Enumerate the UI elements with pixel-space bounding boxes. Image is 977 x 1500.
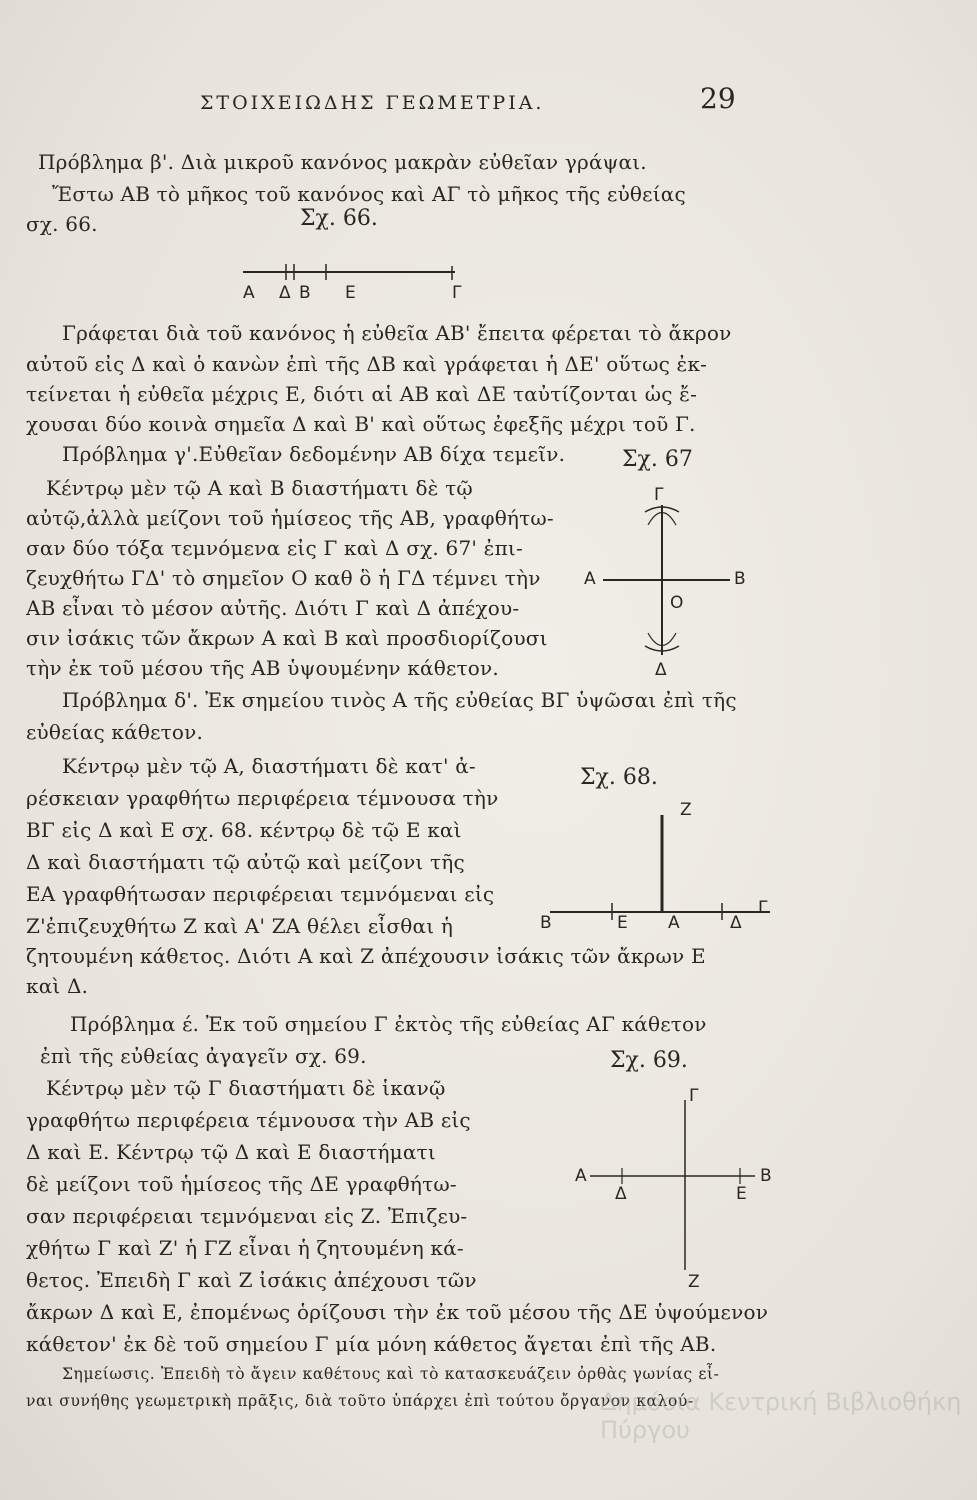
figure-label: Α (668, 913, 680, 933)
text-line: εὐθείας κάθετον. (26, 720, 204, 744)
figure-label: Β (760, 1166, 772, 1186)
text-line: χθήτω Γ καὶ Ζ' ἡ ΓΖ εἶναι ἡ ζητουμένη κά- (26, 1236, 464, 1260)
text-line: ζητουμένη κάθετος. Διότι Α καὶ Ζ ἀπέχουσιν ἰσάκις τῶν ἄκρων Ε (26, 944, 706, 968)
text-line: Ἔστω ΑΒ τὸ μῆκος τοῦ κανόνος καὶ ΑΓ τὸ μῆκος τῆς εὐθείας (52, 182, 686, 206)
figure-label: Γ (654, 485, 664, 505)
text-line: σχ. 66. (26, 212, 98, 236)
figure-label: Β (540, 913, 552, 933)
text-line: χουσαι δύο κοινὰ σημεῖα Δ καὶ Β' καὶ οὕτως ἐφεξῆς μέχρι τοῦ Γ. (26, 412, 696, 436)
note-line: Σημείωσις. Ἐπειδὴ τὸ ἄγειν καθέτους καὶ τὸ κατασκευάζειν ὀρθὰς γωνίας εἶ- (62, 1365, 720, 1383)
figure-label: Β (299, 283, 311, 303)
text-line: κάθετον' ἐκ δὲ τοῦ σημείου Γ μία μόνη κάθετος ἄγεται ἐπὶ τῆς ΑΒ. (26, 1332, 717, 1356)
text-line: τὴν ἐκ τοῦ μέσου τῆς ΑΒ ὑψουμένην κάθετον. (26, 656, 499, 680)
figure-label: Δ (615, 1184, 627, 1204)
text-line: ζευχθήτω ΓΔ' τὸ σημεῖον Ο καθ ὃ ἡ ΓΔ τέμνει τὴν (26, 566, 541, 590)
text-line: ρέσκειαν γραφθήτω περιφέρεια τέμνουσα τὴν (26, 786, 499, 810)
page-number: 29 (700, 82, 736, 115)
figure-label: Δ (279, 283, 291, 303)
figure-label: Δ (655, 660, 667, 680)
text-line: σιν ἰσάκις τῶν ἄκρων Α καὶ Β καὶ προσδιορίζουσι (26, 626, 548, 650)
figure-label: Δ (730, 913, 742, 933)
figure-label: Γ (452, 283, 462, 303)
text-line: αὐτῷ,ἀλλὰ μείζονι τοῦ ἡμίσεος τῆς ΑΒ, γραφθήτω- (26, 506, 554, 530)
note-line: ναι συνήθης γεωμετρικὴ πρᾶξις, διὰ τοῦτο ὑπάρχει ἐπὶ τούτου ὄργανον καλού- (26, 1392, 694, 1410)
text-line: δὲ μείζονι τοῦ ἡμίσεος τῆς ΔΕ γραφθήτω- (26, 1172, 457, 1196)
text-line: σαν δύο τόξα τεμνόμενα εἰς Γ καὶ Δ σχ. 67' ἐπι- (26, 536, 523, 560)
text-line: Κέντρῳ μὲν τῷ Α καὶ Β διαστήματι δὲ τῷ (46, 476, 473, 500)
text-line: Πρόβλημα δ'. Ἐκ σημείου τινὸς Α τῆς εὐθείας ΒΓ ὑψῶσαι ἐπὶ τῆς (62, 688, 737, 712)
text-line: γραφθήτω περιφέρεια τέμνουσα τὴν ΑΒ εἰς (26, 1108, 471, 1132)
text-line: Κέντρῳ μὲν τῷ Γ διαστήματι δὲ ἱκανῷ (46, 1076, 446, 1100)
text-line: ΕΑ γραφθήτωσαν περιφέρειαι τεμνόμεναι εἰς (26, 882, 495, 906)
library-watermark: Δημόσια Κεντρική Βιβλιοθήκη Πύργου (600, 1388, 962, 1444)
figure-label: Α (584, 569, 596, 589)
figure-67-caption: Σχ. 67 (622, 447, 693, 472)
figure-label: Γ (689, 1086, 699, 1106)
text-line: ΒΓ εἰς Δ καὶ Ε σχ. 68. κέντρῳ δὲ τῷ Ε καὶ (26, 818, 462, 842)
text-line: Κέντρῳ μὲν τῷ Α, διαστήματι δὲ κατ' ἀ- (62, 754, 476, 778)
text-line: Ζ'ἐπιζευχθήτω Ζ καὶ Α' ΖΑ θέλει εἶσθαι ἡ (26, 914, 454, 938)
text-line: Γράφεται διὰ τοῦ κανόνος ἡ εὐθεῖα ΑΒ' ἔπειτα φέρεται τὸ ἄκρον (62, 321, 732, 345)
text-line: Δ καὶ διαστήματι τῷ αὐτῷ καὶ μείζονι τῆς (26, 850, 465, 874)
figure-label: Α (575, 1166, 587, 1186)
text-line: αὐτοῦ εἰς Δ καὶ ὁ κανὼν ἐπὶ τῆς ΔΒ καὶ γράφεται ἡ ΔΕ' οὕτως ἐκ- (26, 352, 708, 376)
text-line: ἐπὶ τῆς εὐθείας ἀγαγεῖν σχ. 69. (40, 1044, 367, 1068)
figure-label: Ζ (680, 800, 692, 820)
text-line: Πρόβλημα β'. Διὰ μικροῦ κανόνος μακρὰν εὐθεῖαν γράψαι. (38, 150, 647, 174)
text-line: θετος. Ἐπειδὴ Γ καὶ Ζ ἰσάκις ἀπέχουσι τῶν (26, 1268, 477, 1292)
text-line: σαν περιφέρειαι τεμνόμεναι εἰς Ζ. Ἐπιζευ- (26, 1204, 468, 1228)
figure-label: Ε (736, 1184, 747, 1204)
figure-68-caption: Σχ. 68. (580, 765, 658, 790)
text-line: Πρόβλημα έ. Ἐκ τοῦ σημείου Γ ἐκτὸς τῆς εὐθείας ΑΓ κάθετον (70, 1012, 707, 1036)
figure-label: Α (243, 283, 255, 303)
figure-69-caption: Σχ. 69. (610, 1048, 688, 1073)
figure-66-caption: Σχ. 66. (300, 206, 378, 231)
text-line: Πρόβλημα γ'.Εὐθεῖαν δεδομένην ΑΒ δίχα τεμεῖν. (62, 442, 566, 466)
figure-label: Ζ (688, 1272, 700, 1292)
running-header: ΣΤΟΙΧΕΙΩΔΗΣ ΓΕΩΜΕΤΡΙΑ. (200, 92, 545, 114)
text-line: ΑΒ εἶναι τὸ μέσον αὐτῆς. Διότι Γ καὶ Δ ἀπέχου- (26, 596, 520, 620)
figure-label: Ε (345, 283, 356, 303)
figure-label: Ο (670, 593, 684, 613)
text-line: καὶ Δ. (26, 974, 89, 998)
figure-label: Γ (758, 898, 768, 918)
figure-label: Β (734, 569, 746, 589)
text-line: τείνεται ἡ εὐθεῖα μέχρις Ε, διότι αἱ ΑΒ καὶ ΔΕ ταὐτίζονται ὡς ἔ- (26, 382, 698, 406)
text-line: Δ καὶ Ε. Κέντρῳ τῷ Δ καὶ Ε διαστήματι (26, 1140, 436, 1164)
text-line: ἄκρων Δ καὶ Ε, ἐπομένως ὁρίζουσι τὴν ἐκ τοῦ μέσου τῆς ΔΕ ὑψούμενον (26, 1300, 769, 1324)
figure-label: Ε (617, 913, 628, 933)
